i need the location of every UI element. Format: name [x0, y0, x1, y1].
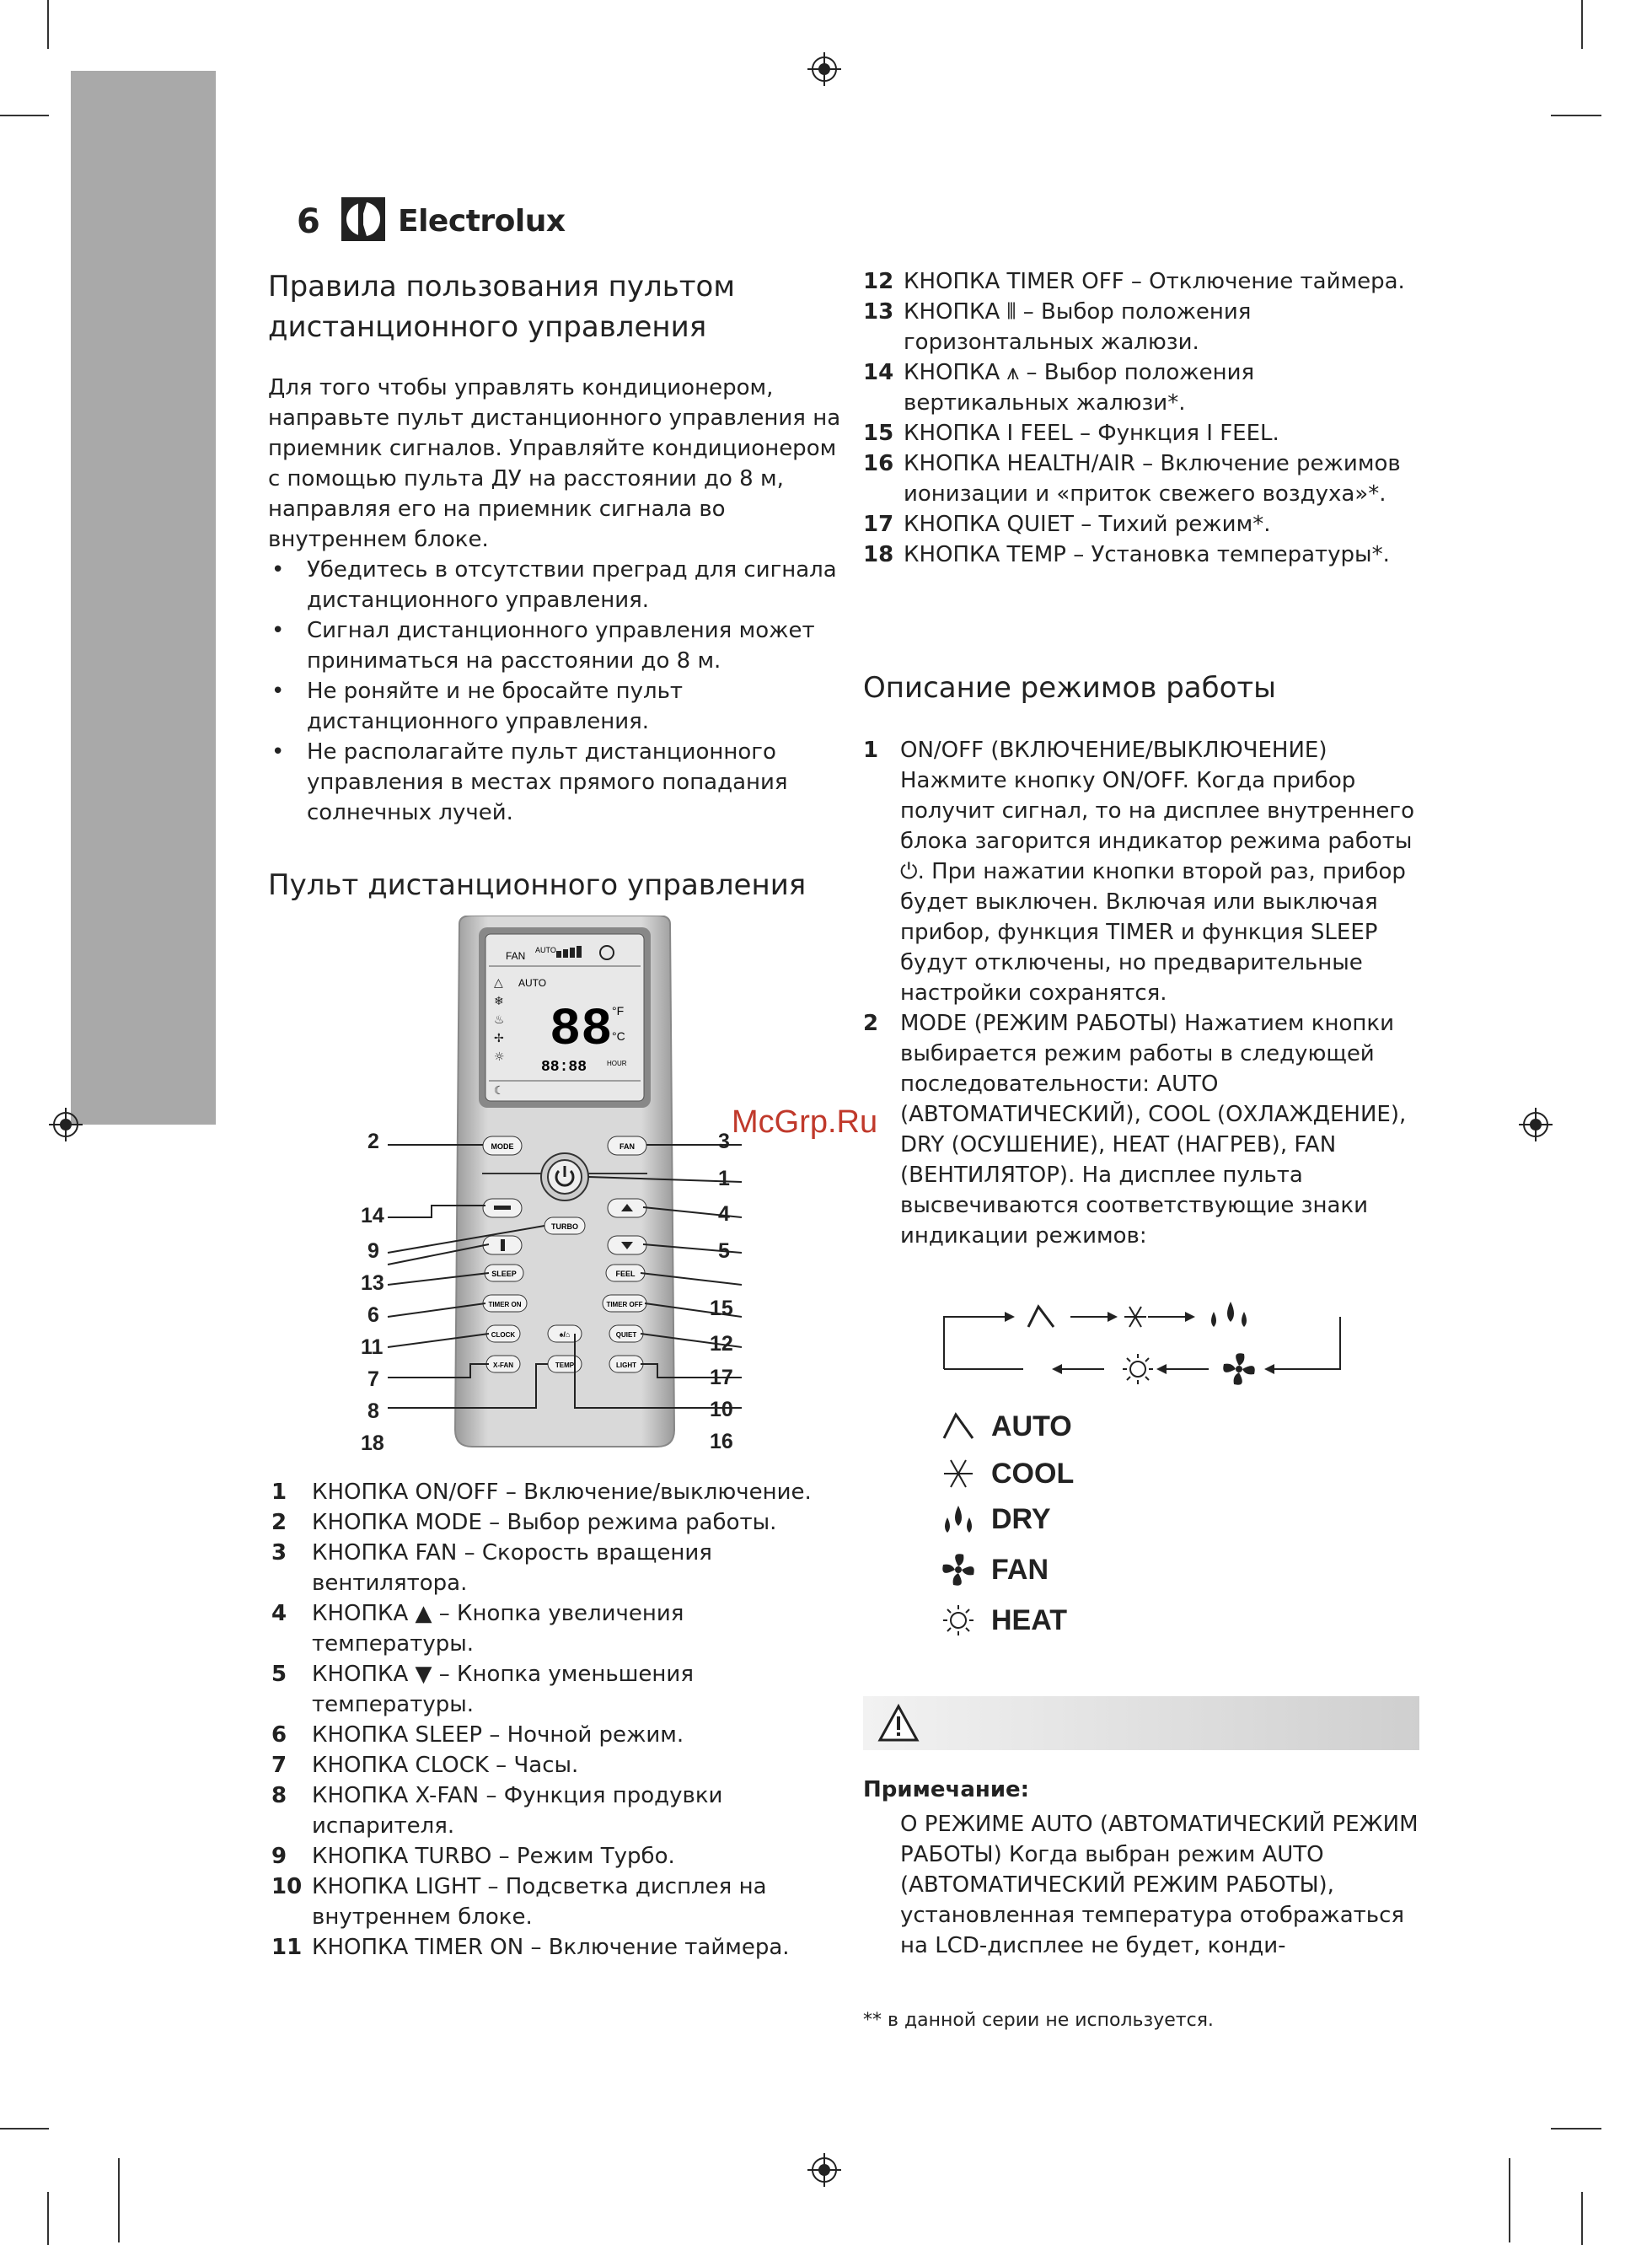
list-item: 4 КНОПКА ▲ – Кнопка увеличения температуры.: [271, 1601, 684, 1657]
list-item: 11 КНОПКА TIMER ON – Включение таймера.: [271, 1935, 790, 1960]
crop-mark: [1581, 0, 1583, 49]
callout-label: 3: [718, 1130, 730, 1153]
list-item: 3 КНОПКА FAN – Скорость вращения вентилятора.: [271, 1540, 712, 1596]
warning-bar: [863, 1696, 1419, 1750]
auto-mode-icon: [1028, 1307, 1054, 1327]
callout-label: 6: [367, 1303, 379, 1327]
section-title-modes: Описание режимов работы: [863, 671, 1277, 705]
remote-button-timer-off[interactable]: TIMER OFF: [606, 1301, 643, 1308]
section-usage: [268, 266, 841, 828]
section-title-usage: Правила пользования пультом дистанционного управления: [268, 270, 736, 344]
crop-mark: [1581, 2192, 1583, 2245]
list-item: 1 ON/OFF (ВКЛЮЧЕНИЕ/ВЫКЛЮЧЕНИЕ) Нажмите кнопку ON/OFF. Когда прибор получит сигнал, то на дисплее внутреннего блока загорится индикатор режима работы ⏻. При нажатии кнопки второй раз, прибор будет выключен. Включая или выключая прибор, функция TIMER и функция SLEEP будут отключены, но предварительные настройки сохранятся.: [863, 738, 1414, 1006]
brand-name: Electrolux: [398, 204, 566, 239]
crop-mark: [47, 0, 49, 49]
callout-label: 11: [361, 1335, 384, 1359]
svg-text:△: △: [494, 976, 503, 990]
usage-paragraph: Для того чтобы управлять кондиционером, направьте пульт дистанционного управления на приемник сигналов. Управляйте кондиционером с помощью пульта ДУ на расстоянии до 8 м, направляя его на приемник сигнала во внутреннем блоке.: [268, 375, 841, 552]
lcd-hour: HOUR: [607, 1060, 627, 1067]
remote-button-fan[interactable]: FAN: [620, 1142, 635, 1151]
svg-text:❄: ❄: [494, 995, 504, 1008]
svg-text:☾: ☾: [494, 1084, 505, 1098]
fan-mode-icon: [1223, 1353, 1254, 1384]
lcd-unit-f: °F: [612, 1004, 625, 1018]
callout-label: 7: [367, 1367, 379, 1391]
section-title-remote: Пульт дистанционного управления: [268, 868, 807, 902]
callout-label: 8: [367, 1399, 379, 1423]
list-item: • Не роняйте и не бросайте пульт дистанционного управления.: [268, 676, 841, 737]
crop-mark: [0, 115, 49, 116]
list-item: 1 КНОПКА ON/OFF – Включение/выключение.: [271, 1480, 812, 1505]
fan-mode-icon: [941, 1553, 976, 1587]
note-body: О РЕЖИМЕ AUTO (АВТОМАТИЧЕСКИЙ РЕЖИМ РАБОТЫ) Когда выбран режим AUTO (АВТОМАТИЧЕСКИЙ РЕЖИМ РАБОТЫ), установленная температура отображаться на LCD-дисплее не будет, конди-: [900, 1812, 1419, 1958]
remote-button-health[interactable]: ♠/⌂: [559, 1330, 571, 1339]
callout-label: 17: [710, 1366, 733, 1389]
legend-cool: COOL: [941, 1457, 1074, 1490]
list-item: 17 КНОПКА QUIET – Тихий режим*.: [863, 512, 1271, 537]
callout-label: 18: [361, 1431, 384, 1455]
lcd-digits: 88: [550, 1000, 613, 1060]
heat-mode-icon: [1123, 1354, 1153, 1384]
callout-label: 4: [718, 1202, 730, 1226]
remote-button-light[interactable]: LIGHT: [616, 1362, 636, 1369]
watermark: McGrp.Ru: [732, 1104, 878, 1140]
crop-mark: [1509, 2158, 1510, 2242]
svg-text:✢: ✢: [494, 1032, 504, 1045]
footnote: ** в данной серии не используется.: [863, 2010, 1214, 2031]
crop-mark: [47, 2192, 49, 2245]
registration-mark-icon: [807, 52, 841, 86]
callout-label: 1: [718, 1167, 730, 1190]
lcd-auto: AUTO: [518, 977, 547, 989]
lcd-clock: 88:88: [541, 1059, 587, 1076]
remote-button-sleep[interactable]: SLEEP: [491, 1270, 517, 1278]
registration-mark-icon: [807, 2153, 841, 2187]
callout-label: 13: [361, 1271, 384, 1295]
list-item: 15 КНОПКА I FEEL – Функция I FEEL.: [863, 421, 1279, 446]
heat-mode-icon: [941, 1603, 976, 1637]
side-tab: [71, 71, 216, 1125]
legend-fan: FAN: [941, 1553, 1049, 1587]
lcd-unit-c: °C: [612, 1029, 625, 1043]
button-descriptions-left: [271, 1477, 834, 1963]
remote-button-turbo[interactable]: TURBO: [551, 1222, 578, 1231]
list-item: 5 КНОПКА ▼ – Кнопка уменьшения температуры.: [271, 1662, 694, 1717]
list-item: • Сигнал дистанционного управления может приниматься на расстоянии до 8 м.: [268, 615, 841, 676]
list-item: 8 КНОПКА X-FAN – Функция продувки испарителя.: [271, 1783, 723, 1839]
list-item: 12 КНОПКА TIMER OFF – Отключение таймера.: [863, 269, 1405, 294]
remote-button-xfan[interactable]: X-FAN: [493, 1362, 513, 1369]
registration-mark-icon: [49, 1108, 83, 1141]
list-item: 10 КНОПКА LIGHT – Подсветка дисплея на внутреннем блоке.: [271, 1874, 767, 1930]
list-item: • Не располагайте пульт дистанционного управления в местах прямого попадания солнечных лучей.: [268, 737, 841, 828]
registration-mark-icon: [1519, 1108, 1553, 1141]
button-descriptions-right: [863, 266, 1419, 570]
electrolux-logo-icon: [341, 197, 385, 241]
remote-button-feel[interactable]: FEEL: [615, 1270, 636, 1278]
note-title: Примечание:: [863, 1777, 1030, 1802]
callout-label: 16: [710, 1430, 733, 1453]
modes-description: [863, 735, 1419, 1251]
crop-mark: [1551, 115, 1601, 116]
lcd-auto-top: AUTO: [535, 946, 556, 954]
legend-heat: HEAT: [941, 1603, 1067, 1637]
svg-text:♨: ♨: [494, 1013, 505, 1027]
list-item: 7 КНОПКА CLOCK – Часы.: [271, 1753, 579, 1778]
remote-button-quiet[interactable]: QUIET: [615, 1331, 637, 1339]
dry-mode-icon: [941, 1502, 976, 1536]
list-item: 9 КНОПКА TURBO – Режим Турбо.: [271, 1844, 675, 1869]
remote-button-timer-on[interactable]: TIMER ON: [488, 1301, 522, 1308]
callout-label: 14: [361, 1204, 384, 1227]
cool-mode-icon: [1124, 1307, 1146, 1327]
legend-dry: DRY: [941, 1502, 1051, 1536]
list-item: 13 КНОПКА ⫴ – Выбор положения горизонтальных жалюзи.: [863, 299, 1252, 355]
auto-mode-icon: [941, 1410, 976, 1443]
list-item: 2 MODE (РЕЖИМ РАБОТЫ) Нажатием кнопки выбирается режим работы в следующей последовательности: AUTO (АВТОМАТИЧЕСКИЙ), COOL (ОХЛАЖДЕНИЕ), DRY (ОСУШЕНИЕ), HEAT (НАГРЕВ), FAN (ВЕНТИЛЯТОР). На дисплее пульта высвечиваются соответствующие знаки индикации режимов:: [863, 1011, 1407, 1249]
warning-icon: [877, 1703, 920, 1743]
list-item: 14 КНОПКА ⩚ – Выбор положения вертикальных жалюзи*.: [863, 360, 1255, 416]
crop-mark: [1551, 2128, 1601, 2130]
list-item: 6 КНОПКА SLEEP – Ночной режим.: [271, 1722, 684, 1748]
list-item: 18 КНОПКА TEMP – Установка температуры*.: [863, 542, 1390, 567]
page-number: 6: [297, 202, 320, 241]
callout-label: 10: [710, 1398, 733, 1421]
usage-bullets: [268, 555, 841, 828]
crop-mark: [0, 2128, 49, 2130]
cool-mode-icon: [941, 1457, 976, 1490]
callout-label: 9: [367, 1239, 379, 1263]
list-item: 2 КНОПКА MODE – Выбор режима работы.: [271, 1510, 777, 1535]
dry-mode-icon: [1211, 1302, 1247, 1327]
callout-label: 2: [367, 1130, 379, 1153]
callout-label: 12: [710, 1332, 733, 1356]
remote-button-clock[interactable]: CLOCK: [491, 1331, 516, 1339]
remote-button-mode[interactable]: MODE: [491, 1142, 514, 1151]
callout-label: 5: [718, 1239, 730, 1263]
svg-text:☼: ☼: [494, 1050, 505, 1064]
lcd-fan: FAN: [506, 950, 526, 962]
remote-button-temp[interactable]: TEMP: [555, 1362, 575, 1369]
crop-mark: [118, 2158, 120, 2242]
mode-cycle-diagram: [936, 1290, 1357, 1399]
callout-label: 15: [710, 1297, 733, 1320]
list-item: 16 КНОПКА HEALTH/AIR – Включение режимов ионизации и «приток свежего воздуха»*.: [863, 451, 1401, 507]
list-item: • Убедитесь в отсутствии преград для сигнала дистанционного управления.: [268, 555, 841, 615]
legend-auto: AUTO: [941, 1410, 1072, 1443]
